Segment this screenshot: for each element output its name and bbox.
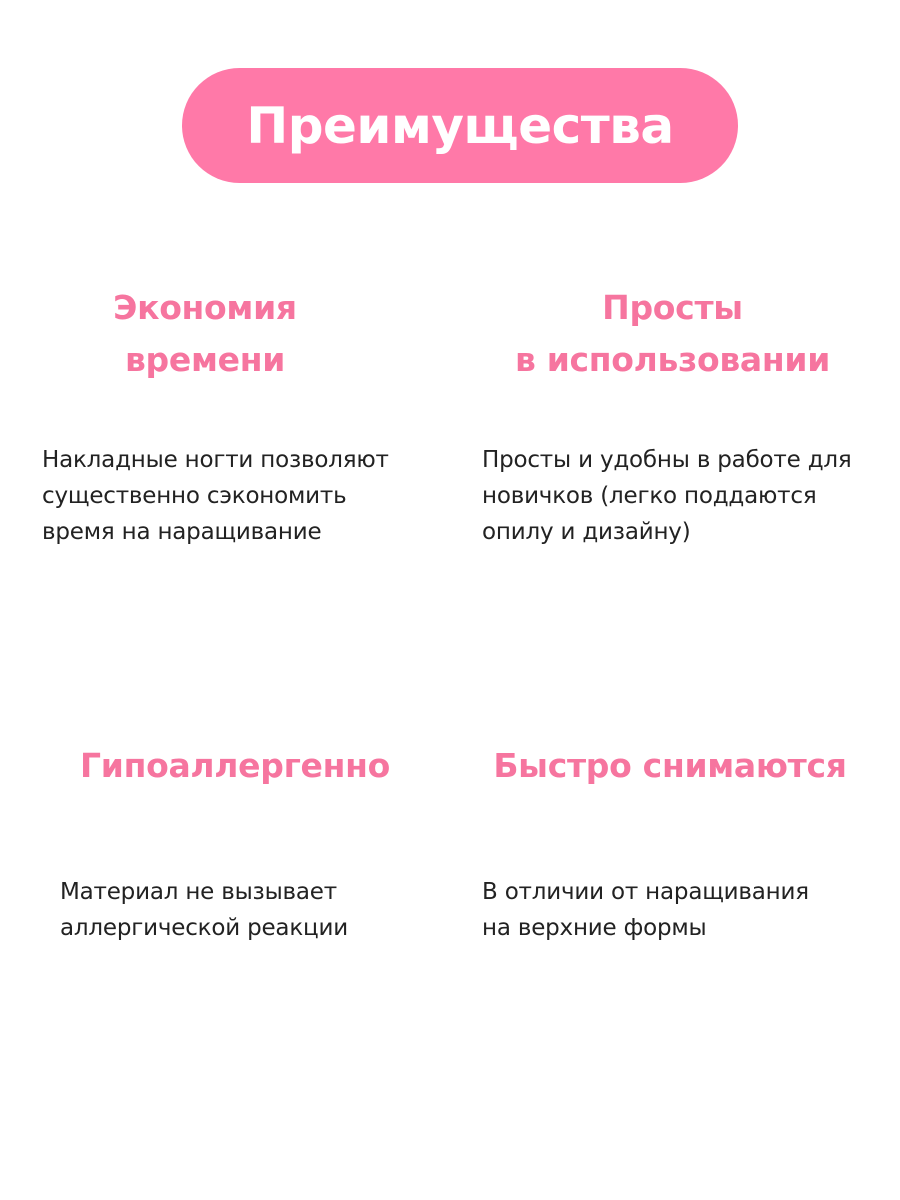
feature-description-easy-to-use: [482, 442, 882, 550]
feature-text-line: Накладные ногти позволяют: [42, 447, 389, 473]
feature-heading-line: Гипоаллергенно: [80, 746, 390, 785]
feature-heading-hypoallergenic: [60, 740, 410, 792]
feature-heading-line: в использовании: [514, 340, 831, 379]
feature-text-line: опилу и дизайну): [482, 519, 691, 545]
feature-text-line: на верхние формы: [482, 915, 707, 941]
feature-text-line: Материал не вызывает: [60, 879, 337, 905]
feature-text-line: В отличии от наращивания: [482, 879, 809, 905]
feature-heading-time-saving: [90, 282, 320, 386]
feature-description-time-saving: [42, 442, 442, 550]
feature-text-line: новичков (легко поддаются: [482, 483, 817, 509]
feature-text-line: Просты и удобны в работе для: [482, 447, 852, 473]
feature-heading-easy-to-use: [500, 282, 845, 386]
feature-heading-line: Просты: [602, 288, 743, 327]
feature-description-hypoallergenic: [60, 874, 420, 946]
feature-description-quick-removal: [482, 874, 882, 946]
feature-heading-line: Быстро снимаются: [493, 746, 847, 785]
page-title: Преимущества: [246, 96, 674, 155]
feature-heading-line: Экономия: [113, 288, 297, 327]
feature-text-line: существенно сэкономить: [42, 483, 347, 509]
feature-text-line: аллергической реакции: [60, 915, 348, 941]
feature-text-line: время на наращивание: [42, 519, 322, 545]
feature-heading-quick-removal: [480, 740, 860, 792]
title-banner: [182, 68, 738, 183]
feature-heading-line: времени: [124, 340, 286, 379]
